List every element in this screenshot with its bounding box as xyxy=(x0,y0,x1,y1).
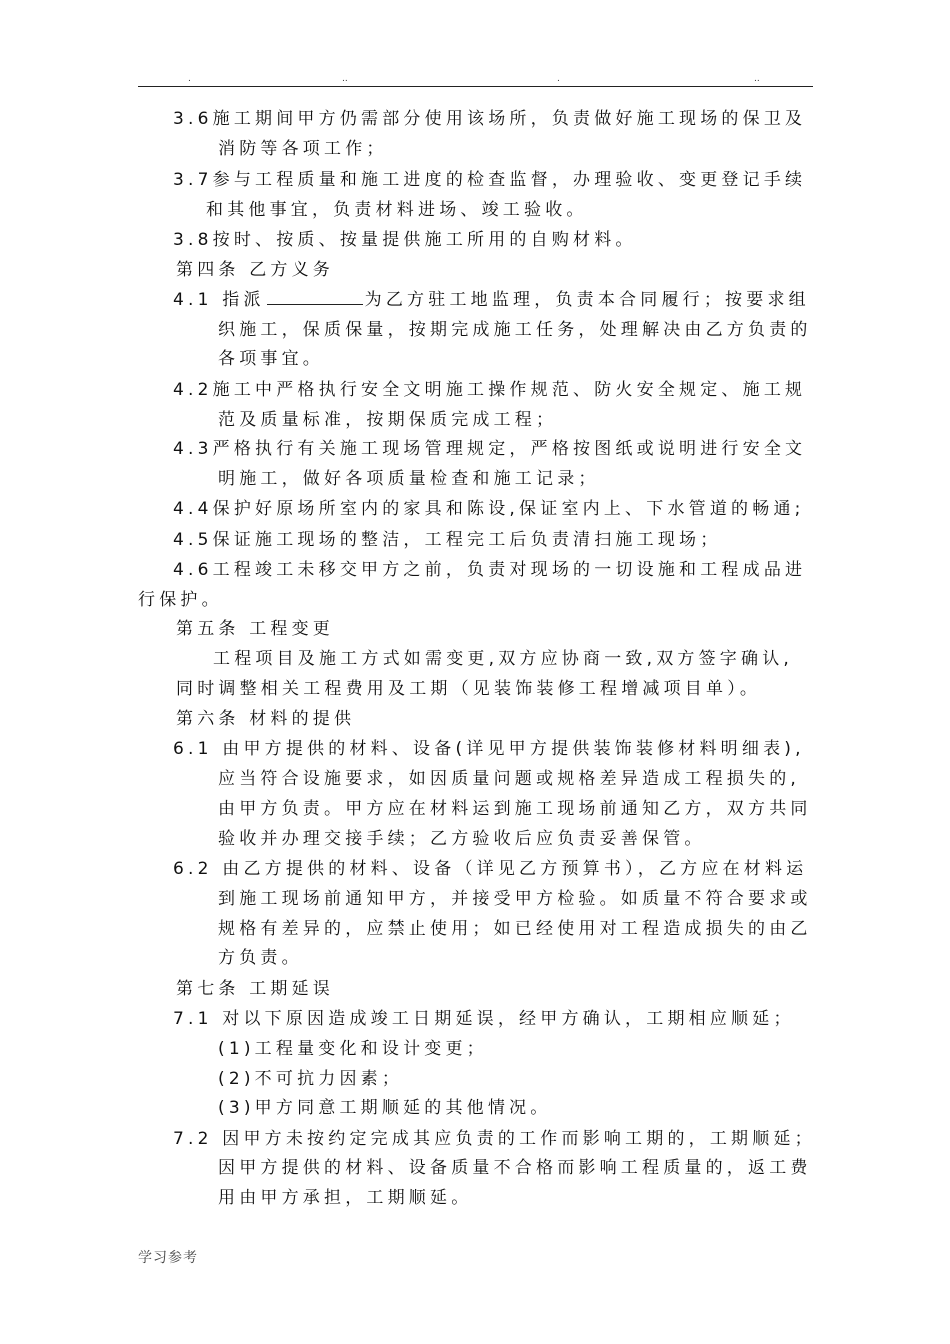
clause-4-2-line-1: 4.2施工中严格执行安全文明施工操作规范、防火安全规定、施工规 xyxy=(173,380,807,400)
clause-4-1-post: 为乙方驻工地监理，负责本合同履行；按要求组 xyxy=(364,290,810,310)
clause-6-2-line-2: 到施工现场前通知甲方，并接受甲方检验。如质量不符合要求或 xyxy=(218,889,812,909)
clause-6-1-line-4: 验收并办理交接手续；乙方验收后应负责妥善保管。 xyxy=(218,829,706,849)
clause-3-7-line-1: 3.7参与工程质量和施工进度的检查监督，办理验收、变更登记手续 xyxy=(173,170,807,190)
clause-6-2-line-3: 规格有差异的，应禁止使用；如已经使用对工程造成损失的由乙 xyxy=(218,919,812,939)
clause-4-1-line-2: 织施工，保质保量，按期完成施工任务，处理解决由乙方负责的 xyxy=(218,320,812,340)
article-6-heading: 第六条 材料的提供 xyxy=(176,709,356,729)
header-mark: . xyxy=(188,74,191,84)
clause-6-2-line-4: 方负责。 xyxy=(218,948,303,968)
clause-6-2-line-1: 6.2 由乙方提供的材料、设备（详见乙方预算书），乙方应在材料运 xyxy=(173,859,808,879)
clause-4-1-line-1 xyxy=(173,289,810,311)
clause-7-1-item-1: (1)工程量变化和设计变更； xyxy=(218,1039,488,1059)
header-mark: . xyxy=(557,74,560,84)
clause-7-1-item-3: (3)甲方同意工期顺延的其他情况。 xyxy=(218,1098,552,1118)
article-5-heading: 第五条 工程变更 xyxy=(176,619,335,639)
article-5-line-1: 工程项目及施工方式如需变更,双方应协商一致,双方签字确认, xyxy=(213,649,794,669)
article-5-line-2: 同时调整相关工程费用及工期（见装饰装修工程增减项目单）。 xyxy=(176,679,762,699)
clause-6-1-line-2: 应当符合设施要求，如因质量问题或规格差异造成工程损失的, xyxy=(218,769,801,789)
article-7-heading: 第七条 工期延误 xyxy=(176,979,335,999)
clause-4-6-line-2: 行保护。 xyxy=(138,590,223,610)
clause-7-2-line-2: 因甲方提供的材料、设备质量不合格而影响工程质量的，返工费 xyxy=(218,1158,812,1178)
clause-7-1-item-2: (2)不可抗力因素； xyxy=(218,1069,404,1089)
clause-4-2-line-2: 范及质量标准，按期保质完成工程； xyxy=(218,410,558,430)
clause-4-6-line-1: 4.6工程竣工未移交甲方之前，负责对现场的一切设施和工程成品进 xyxy=(173,560,807,580)
clause-7-2-line-3: 用由甲方承担，工期顺延。 xyxy=(218,1188,473,1208)
clause-7-2-line-1: 7.2 因甲方未按约定完成其应负责的工作而影响工期的，工期顺延； xyxy=(173,1129,816,1149)
clause-3-6-line-1: 3.6施工期间甲方仍需部分使用该场所，负责做好施工现场的保卫及 xyxy=(173,109,807,129)
clause-4-1-pre: 4.1 指派 xyxy=(173,290,265,310)
clause-4-5: 4.5保证施工现场的整洁，工程完工后负责清扫施工现场； xyxy=(173,530,722,550)
clause-4-3-line-2: 明施工，做好各项质量检查和施工记录； xyxy=(218,469,600,489)
clause-3-8: 3.8按时、按质、按量提供施工所用的自购材料。 xyxy=(173,230,637,250)
clause-4-1-line-3: 各项事宜。 xyxy=(218,349,324,369)
header-mark: .. xyxy=(342,74,348,84)
clause-3-6-line-2: 消防等各项工作； xyxy=(218,139,388,159)
clause-3-7-line-2: 和其他事宜，负责材料进场、竣工验收。 xyxy=(206,200,588,220)
clause-6-1-line-1: 6.1 由甲方提供的材料、设备(详见甲方提供装饰装修材料明细表), xyxy=(173,739,805,759)
header-rule xyxy=(138,86,813,87)
fill-in-blank[interactable] xyxy=(267,290,363,305)
clause-4-3-line-1: 4.3严格执行有关施工现场管理规定，严格按图纸或说明进行安全文 xyxy=(173,439,807,459)
page-footer: 学习参考 xyxy=(138,1250,198,1266)
clause-4-4: 4.4保护好原场所室内的家具和陈设,保证室内上、下水管道的畅通; xyxy=(173,499,805,519)
header-mark: .. xyxy=(754,74,760,84)
clause-7-1: 7.1 对以下原因造成竣工日期延误，经甲方确认，工期相应顺延； xyxy=(173,1009,795,1029)
clause-6-1-line-3: 由甲方负责。甲方应在材料运到施工现场前通知乙方，双方共同 xyxy=(218,799,812,819)
article-4-heading: 第四条 乙方义务 xyxy=(176,260,335,280)
